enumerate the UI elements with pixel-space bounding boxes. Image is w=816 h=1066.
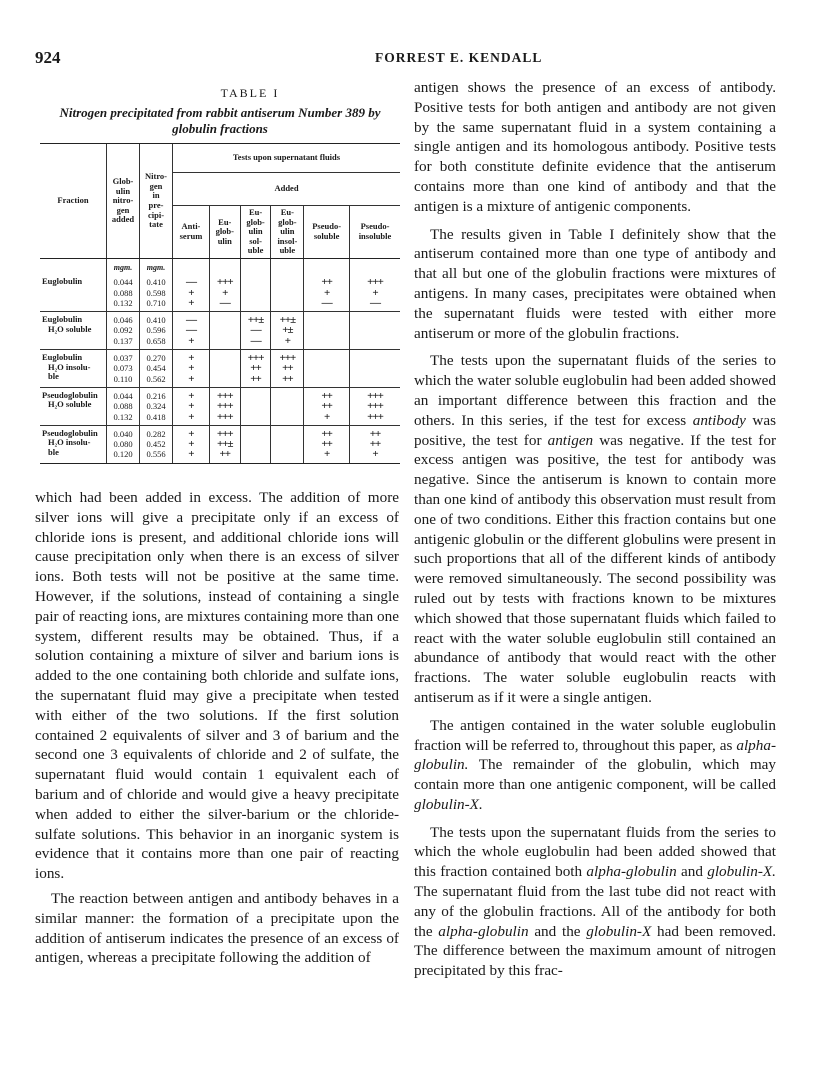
table-row	[40, 350, 400, 388]
fraction-name	[40, 312, 107, 350]
data-table	[40, 143, 400, 464]
globulin-values	[107, 350, 140, 388]
fraction-name	[40, 425, 107, 463]
test-result: +++	[216, 276, 233, 289]
test-result: +++	[216, 389, 233, 402]
test-result-cell	[173, 425, 210, 463]
fraction-line: H₂O insolu-	[48, 437, 91, 448]
test-result	[273, 401, 301, 411]
test-result	[352, 363, 398, 373]
test-result: +	[324, 410, 330, 423]
test-result: ++	[321, 438, 332, 451]
test-result: +++	[279, 352, 296, 365]
test-result-cell	[209, 387, 240, 425]
column-header-added: Added	[173, 173, 401, 206]
test-result: —	[250, 324, 261, 337]
globulin-value: 0.110	[113, 373, 133, 384]
test-result: +	[188, 438, 194, 451]
table-row	[40, 274, 400, 311]
test-result: ++	[321, 427, 332, 440]
test-result	[212, 315, 238, 325]
fraction-line: H₂O insolu-	[48, 361, 91, 372]
fraction-line: ble	[48, 446, 59, 457]
test-result: +	[372, 448, 378, 461]
globulin-value: 0.044	[113, 390, 133, 401]
paragraph: The results given in Table I definitely show that the antiserum contained more than one type of antibody and that all but one of the globulin fractions were mixtures of antigens. In many cases, precipitates were obtained when the supernatant fluids were tested with either more antiserum or more of the globulin fractions.	[414, 225, 776, 342]
test-result-cell	[304, 312, 350, 350]
test-result: —	[185, 324, 196, 337]
test-result	[212, 374, 238, 384]
test-result	[243, 429, 269, 439]
test-result	[352, 336, 398, 346]
globulin-value: 0.132	[113, 297, 133, 308]
column-header-test: Pseudo- insoluble	[350, 206, 401, 259]
test-result: ++	[369, 427, 381, 440]
test-result-cell	[173, 387, 210, 425]
test-result: +++	[247, 352, 264, 365]
test-result: +±	[282, 324, 293, 337]
column-header-test: Eu- glob- ulin	[209, 206, 240, 259]
test-result-cell	[304, 387, 350, 425]
units-empty	[173, 258, 210, 274]
test-result: ++	[250, 362, 261, 375]
test-result-cell	[271, 312, 304, 350]
test-result	[273, 439, 301, 449]
units-empty	[304, 258, 350, 274]
globulin-value: 0.092	[113, 325, 133, 336]
fraction-line: ble	[48, 371, 59, 382]
globulin-value: 0.132	[113, 411, 133, 422]
globulin-value: 0.137	[113, 335, 133, 346]
fraction-name	[40, 387, 107, 425]
paragraph: antigen shows the presence of an excess of antibody. Positive tests for both antigen and antibody are not given by the same supernatant fluid in a system containing a single antigen and its homologous antibody. Positive tests for both constitute definite evidence that the antiserum contains more than one kind of antibody and that the antigen is a mixture of antigenic components.	[414, 79, 776, 215]
test-result: ++	[282, 362, 293, 375]
fraction-line: H₂O soluble	[48, 323, 92, 334]
fraction-line: Pseudoglobulin	[42, 427, 98, 438]
units-globulin: mgm.	[107, 258, 140, 274]
globulin-value: 0.088	[113, 401, 133, 412]
test-result	[306, 374, 347, 384]
column-header-nitrogen-precipitate: Nitro- gen in pre- cipi- tate	[140, 144, 173, 259]
test-result: ++	[321, 276, 332, 289]
table-row	[40, 425, 400, 463]
test-result	[243, 288, 269, 298]
nitrogen-value: 0.410	[146, 277, 166, 288]
test-result: +	[188, 334, 194, 347]
test-result: +	[188, 389, 194, 402]
globulin-value: 0.046	[113, 315, 133, 326]
test-result: +++	[216, 410, 233, 423]
test-result-cell	[209, 350, 240, 388]
test-result: ++	[219, 448, 231, 461]
test-result-cell	[271, 274, 304, 311]
fraction-name	[40, 350, 107, 388]
test-result	[273, 449, 301, 459]
test-result: ++±	[216, 438, 233, 451]
test-result	[306, 325, 347, 335]
test-result	[243, 277, 269, 287]
column-header-fraction: Fraction	[40, 144, 107, 259]
test-result: —	[219, 296, 230, 309]
nitrogen-values	[140, 274, 173, 311]
test-result	[273, 412, 301, 422]
test-result	[306, 315, 347, 325]
test-result: +	[188, 410, 194, 423]
units-empty	[271, 258, 304, 274]
test-result-cell	[350, 312, 401, 350]
left-column	[35, 488, 399, 973]
test-result: —	[185, 314, 196, 327]
test-result-cell	[240, 312, 271, 350]
units-nitrogen: mgm.	[140, 258, 173, 274]
running-head: FORREST E. KENDALL	[375, 50, 543, 65]
column-header-test: Eu- glob- ulin insol- uble	[271, 206, 304, 259]
test-result: —	[250, 334, 261, 347]
globulin-value: 0.073	[113, 363, 133, 374]
test-result: ++±	[247, 314, 264, 327]
test-result: +++	[216, 400, 233, 413]
globulin-values	[107, 312, 140, 350]
test-result	[243, 298, 269, 308]
globulin-values	[107, 274, 140, 311]
test-result	[273, 429, 301, 439]
test-result-cell	[209, 312, 240, 350]
table-caption: Nitrogen precipitated from rabbit antiserum Number 389 by globulin fractions	[59, 105, 381, 136]
test-result: +	[188, 352, 194, 365]
nitrogen-value: 0.282	[146, 428, 166, 439]
test-result: +++	[367, 400, 383, 413]
units-empty	[209, 258, 240, 274]
table-label: TABLE I	[220, 86, 280, 100]
test-result	[306, 363, 347, 373]
paragraph: The antigen contained in the water soluble euglobulin fraction will be referred to, throughout this paper, as alpha-globulin. The remainder of the globulin, which may contain more than one antigenic component, will be called globulin-X.	[414, 716, 776, 813]
test-result: —	[370, 296, 380, 309]
paragraph: which had been added in excess. The addition of more silver ions will give a precipitate only if an excess of chloride ions is present, and additional chloride ions will cause precipitation only when there is an excess of silver ions. Both tests will not be positive at the same time. However, if the solutions, instead of containing a single pair of reacting ions, are mixtures containing more than one system, different results may be obtained. Thus, if a solution containing a mixture of silver and barium ions is added to the one containing both chloride and sulfate ions, the supernatant fluid may give a precipitate when tested with either of the two solutions. If the first solution contained 2 equivalents of silver and 3 of barium and the second one 3 equivalents of chloride and 2 of sulfate, the supernatant fluid would contain 1 equivalent each of barium and of chloride and would give a heavy precipitate when added to either the silver-barium or the chloride-sulfate solutions. This behavior in an inorganic system is evidence that it contains more than one pair of reacting ions.	[35, 489, 399, 883]
test-result: +++	[367, 389, 383, 402]
test-result: +	[324, 286, 330, 299]
nitrogen-values	[140, 312, 173, 350]
fraction-line: Pseudoglobulin	[42, 389, 98, 400]
test-result: +++	[367, 276, 383, 289]
fraction-line: H₂O soluble	[48, 399, 92, 410]
test-result: +	[188, 427, 194, 440]
nitrogen-value: 0.596	[146, 325, 166, 336]
units-empty	[240, 258, 271, 274]
globulin-value: 0.088	[113, 287, 133, 298]
globulin-value: 0.037	[113, 353, 133, 364]
nitrogen-value: 0.598	[146, 287, 166, 298]
test-result-cell	[240, 387, 271, 425]
test-result: +	[188, 286, 194, 299]
nitrogen-value: 0.710	[146, 297, 166, 308]
test-result: ++	[282, 372, 293, 385]
test-result-cell	[209, 425, 240, 463]
test-result-cell	[240, 274, 271, 311]
page-header	[35, 48, 781, 70]
test-result-cell	[304, 350, 350, 388]
right-column	[414, 78, 776, 986]
test-result-cell	[240, 350, 271, 388]
test-result: +	[188, 400, 194, 413]
test-result: ++	[250, 372, 261, 385]
nitrogen-value: 0.658	[146, 335, 166, 346]
test-result-cell	[350, 350, 401, 388]
test-result-cell	[173, 312, 210, 350]
test-result: +	[188, 296, 194, 309]
test-result-cell	[173, 350, 210, 388]
test-result	[212, 363, 238, 373]
test-result	[352, 374, 398, 384]
nitrogen-value: 0.410	[146, 315, 166, 326]
paragraph: The tests upon the supernatant fluids from the series to which the whole euglobulin had been added showed that this fraction contained both alpha-globulin and globulin-X. The supernatant fluid from the last tube did not react with any of the globulin fractions. All of the antibody for both the alpha-globulin and the globulin-X had been removed. The difference between the maximum amount of nitrogen precipitated by this frac-	[414, 823, 776, 980]
nitrogen-value: 0.454	[146, 363, 166, 374]
test-result	[273, 391, 301, 401]
test-result: +	[188, 448, 194, 461]
test-result-cell	[271, 387, 304, 425]
test-result: —	[321, 296, 332, 309]
test-result-cell	[304, 425, 350, 463]
test-result	[243, 439, 269, 449]
column-header-test: Anti- serum	[173, 206, 210, 259]
nitrogen-value: 0.216	[146, 390, 166, 401]
test-result-cell	[209, 274, 240, 311]
test-result-cell	[350, 274, 401, 311]
test-result-cell	[271, 350, 304, 388]
test-result	[352, 325, 398, 335]
test-result-cell	[240, 425, 271, 463]
test-result: +++	[367, 410, 383, 423]
test-result-cell	[304, 274, 350, 311]
test-result	[306, 353, 347, 363]
test-result	[306, 336, 347, 346]
test-result-cell	[350, 387, 401, 425]
test-result: +	[284, 334, 290, 347]
test-result	[273, 298, 301, 308]
paragraph: The tests upon the supernatant fluids of the series to which the water soluble euglobulin had been added showed an important difference between this fraction and the others. In this series, if the test for excess antibody was positive, the test for antigen was negative. If the test for excess antigen was positive, the test for antibody was negative. Since the antiserum is known to contain more than one kind of antibody this observation must result from one of two conditions. Either this fraction contains but one antigenic globulin or the different globulins were present in such proportions that all of the different kinds of antibody were removed simultaneously. The second possibility was ruled out by tests with fractions known to be mixtures which showed that those supernatant fluids which failed to react with the water soluble euglobulin still contained an abundance of antibody that would react with the other fractions. The water soluble euglobulin reacts with antiserum as if it were a single antigen.	[414, 352, 777, 706]
globulin-values	[107, 387, 140, 425]
column-header-tests: Tests upon supernatant fluids	[173, 144, 401, 173]
nitrogen-value: 0.418	[146, 411, 166, 422]
globulin-value: 0.120	[113, 449, 133, 460]
test-result: +	[188, 362, 194, 375]
page-number: 924	[35, 48, 61, 67]
units-empty	[350, 258, 401, 274]
test-result: —	[185, 276, 196, 289]
test-result	[243, 412, 269, 422]
test-result: ++	[321, 389, 332, 402]
fraction-line: Euglobulin	[42, 352, 83, 363]
globulin-value: 0.080	[113, 439, 133, 450]
units-empty	[40, 258, 107, 274]
nitrogen-values	[140, 387, 173, 425]
fraction-line: Euglobulin	[42, 276, 83, 287]
nitrogen-value: 0.562	[146, 373, 166, 384]
column-header-test: Eu- glob- ulin sol- uble	[240, 206, 271, 259]
nitrogen-values	[140, 425, 173, 463]
fraction-name	[40, 274, 107, 311]
test-result	[352, 353, 398, 363]
test-result: +	[324, 448, 330, 461]
test-result	[273, 288, 301, 298]
test-result	[212, 336, 238, 346]
test-result-cell	[271, 425, 304, 463]
test-result	[352, 315, 398, 325]
table-row	[40, 312, 400, 350]
table-row	[40, 387, 400, 425]
globulin-value: 0.040	[113, 428, 133, 439]
test-result-cell	[173, 274, 210, 311]
column-header-globulin-nitrogen: Glob- ulin nitro- gen added	[107, 144, 140, 259]
nitrogen-values	[140, 350, 173, 388]
test-result	[243, 449, 269, 459]
test-result	[212, 325, 238, 335]
nitrogen-value: 0.324	[146, 401, 166, 412]
test-result: +	[188, 372, 194, 385]
nitrogen-value: 0.270	[146, 353, 166, 364]
test-result	[273, 277, 301, 287]
nitrogen-value: 0.452	[146, 439, 166, 450]
test-result	[243, 401, 269, 411]
column-header-test: Pseudo- soluble	[304, 206, 350, 259]
test-result: +++	[216, 427, 233, 440]
test-result: +	[372, 286, 378, 299]
test-result	[243, 391, 269, 401]
test-result-cell	[350, 425, 401, 463]
test-result: +	[222, 286, 228, 299]
test-result: ++±	[279, 314, 296, 327]
test-result: ++	[369, 438, 381, 451]
globulin-value: 0.044	[113, 277, 133, 288]
nitrogen-value: 0.556	[146, 449, 166, 460]
paragraph: The reaction between antigen and antibody behaves in a similar manner: the formation of a precipitate upon the addition of antiserum indicates the presence of an excess of antigen, whereas a precipitate following the addition of	[35, 889, 399, 967]
globulin-values	[107, 425, 140, 463]
test-result	[212, 353, 238, 363]
test-result: ++	[321, 400, 332, 413]
table-1	[40, 86, 400, 464]
fraction-line: Euglobulin	[42, 314, 83, 325]
